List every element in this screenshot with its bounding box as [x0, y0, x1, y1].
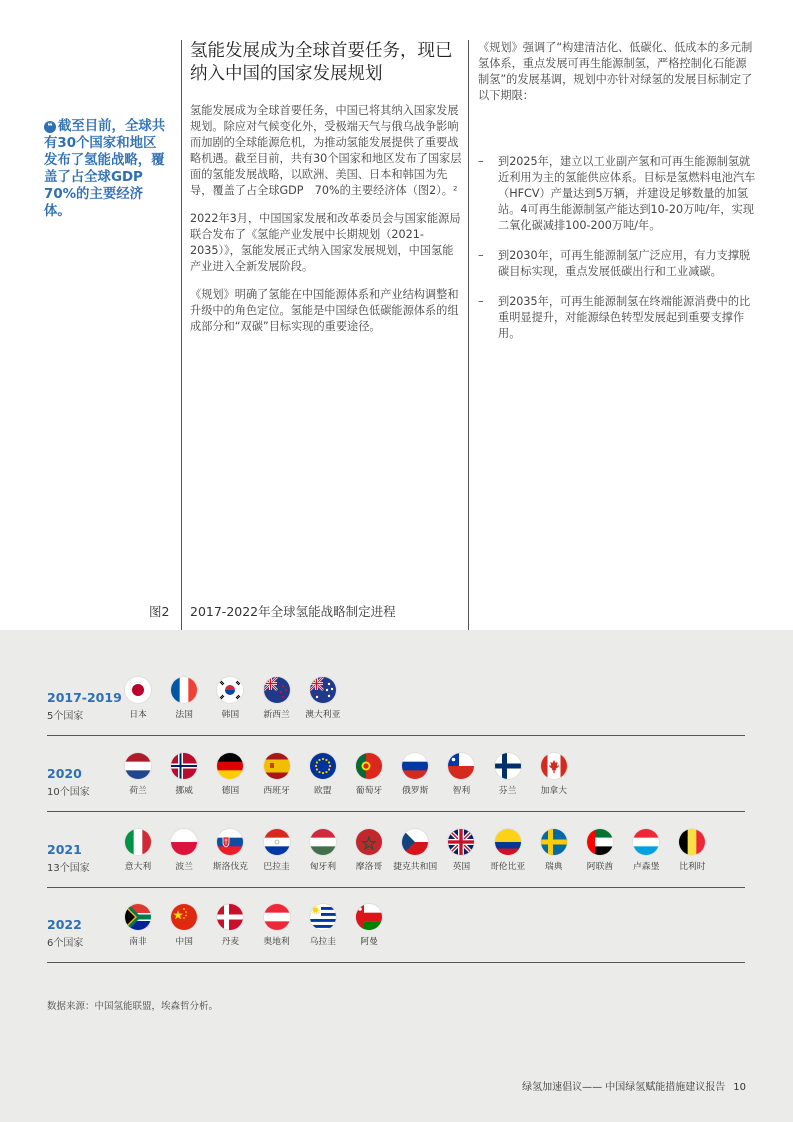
row-period: 2017-2019 [47, 690, 122, 705]
country-flag [114, 829, 162, 872]
data-source: 数据来源：中国氢能联盟，埃森哲分析。 [47, 1001, 219, 1012]
country-flag [253, 829, 301, 872]
flag-icon [495, 829, 521, 855]
country-flag [345, 904, 393, 947]
page-headline: 氢能发展成为全球首要任务，现已纳入中国的国家发展规划 [190, 41, 453, 84]
target-item [478, 248, 756, 280]
right-body-column [478, 40, 756, 356]
country-name: 波兰 [175, 862, 193, 872]
row-separator [47, 811, 745, 812]
body-paragraph: 《规划》明确了氢能在中国能源体系和产业结构调整和升级中的角色定位。氢能是中国绿色低碳能源体系的组成部分和“双碳”目标实现的重要途径。 [190, 288, 459, 333]
country-name: 荷兰 [129, 786, 147, 796]
country-name: 南非 [129, 937, 147, 947]
body-paragraph: 氢能发展成为全球首要任务，中国已将其纳入国家发展规划。除应对气候变化外，受极端天气与俄乌战争影响而加剧的全球能源危机，为推动氢能发展提供了重要战略机遇。截至目前，共有30个国家和地区发布了国家层面的氢能发展战略，以欧洲、美国、日本和韩国为先导，覆盖了占全球GDP 70%的主要经济体（图2）。² [190, 104, 462, 197]
quote-icon: ❝ [44, 121, 56, 133]
flag-icon [448, 753, 474, 779]
row-period: 2020 [47, 766, 82, 781]
flag-icon [356, 904, 382, 930]
timeline-row [47, 915, 745, 975]
flag-icon [310, 677, 336, 703]
country-flag [576, 829, 624, 872]
flag-icon [171, 829, 197, 855]
country-flag [345, 829, 393, 872]
country-name: 比利时 [679, 862, 706, 872]
body-paragraph: 2022年3月，中国国家发展和改革委员会与国家能源局联合发布了《氢能产业发展中长期规划（2021-2035）》，氢能发展正式纳入国家发展规划，中国氢能产业进入全新发展阶段。 [190, 212, 461, 273]
country-flag [391, 753, 439, 796]
row-period: 2021 [47, 842, 82, 857]
country-name: 丹麦 [221, 937, 240, 947]
country-flag [345, 753, 393, 796]
flag-icon [171, 677, 197, 703]
country-name: 阿联酋 [586, 862, 614, 872]
country-flag [484, 753, 532, 796]
country-flag [530, 829, 578, 872]
footer-title: 绿氢加速倡议—— 中国绿氢赋能措施建议报告 [522, 1082, 726, 1093]
country-name: 卢森堡 [632, 862, 660, 872]
country-flag [206, 677, 254, 720]
country-flag [114, 677, 162, 720]
flag-icon [310, 829, 336, 855]
pull-quote-text: 截至目前，全球共有30个国家和地区发布了氢能战略，覆盖了占全球GDP 70%的主要经济体。 [44, 119, 166, 219]
country-flag [299, 753, 347, 796]
country-name: 西班牙 [263, 786, 290, 796]
figure-title: 2017-2022年全球氢能战略制定进程 [190, 604, 396, 619]
country-name: 瑞典 [544, 862, 563, 872]
country-flag [114, 904, 162, 947]
country-name: 日本 [129, 710, 147, 720]
country-flag [622, 829, 670, 872]
flag-icon [541, 829, 567, 855]
row-country-count: 5个国家 [47, 711, 84, 722]
country-name: 意大利 [124, 862, 152, 872]
country-flag [206, 753, 254, 796]
country-name: 欧盟 [313, 786, 332, 796]
country-name: 澳大利亚 [305, 710, 341, 720]
timeline-row [47, 840, 745, 900]
country-name: 韩国 [221, 710, 240, 720]
flag-icon [402, 829, 428, 855]
flag-icon [633, 829, 659, 855]
flag-icon [310, 753, 336, 779]
target-item [478, 154, 756, 234]
country-flag [253, 753, 301, 796]
country-flag [253, 904, 301, 947]
country-flag [437, 829, 485, 872]
country-name: 中国 [175, 937, 193, 947]
flag-icon [495, 753, 521, 779]
country-flag [437, 753, 485, 796]
flag-icon [264, 829, 290, 855]
flag-icon [217, 677, 243, 703]
country-name: 挪威 [175, 786, 193, 796]
column-divider-right [468, 40, 469, 630]
country-flag [391, 829, 439, 872]
flag-icon [402, 753, 428, 779]
country-name: 哥伦比亚 [489, 862, 526, 872]
country-name: 英国 [452, 862, 471, 872]
row-period: 2022 [47, 917, 82, 932]
flag-icon [264, 753, 290, 779]
country-name: 捷克共和国 [393, 862, 438, 872]
flag-icon [541, 753, 567, 779]
row-country-count: 6个国家 [47, 938, 84, 949]
flag-icon [356, 829, 382, 855]
country-flag [206, 829, 254, 872]
country-flag [299, 829, 347, 872]
target-text: 到2035年，可再生能源制氢在终端能源消费中的比重明显提升，对能源绿色转型发展起到重要支撑作用。 [498, 295, 751, 340]
flag-icon [217, 829, 243, 855]
country-flag [299, 904, 347, 947]
country-name: 阿曼 [360, 937, 378, 947]
country-flag [114, 753, 162, 796]
country-flag [530, 753, 578, 796]
country-name: 俄罗斯 [401, 786, 429, 796]
country-flag [484, 829, 532, 872]
left-body-column [190, 103, 462, 347]
flag-icon [217, 904, 243, 930]
flag-icon [448, 829, 474, 855]
pull-quote [44, 118, 169, 220]
country-name: 匈牙利 [309, 862, 336, 872]
flag-icon [264, 904, 290, 930]
country-name: 新西兰 [263, 710, 290, 720]
flag-icon [171, 904, 197, 930]
target-text: 到2025年，建立以工业副产氢和可再生能源制氢就近利用为主的氢能供应体系。目标是氢燃料电池汽车（HFCV）产量达到5万辆，并建设足够数量的加氢站。4可再生能源制氢产能达到10-20万吨/年，实现二氧化碳减排100-200万吨/年。 [498, 155, 756, 232]
page-footer [522, 1078, 746, 1093]
country-flag [160, 829, 208, 872]
flag-icon [310, 904, 336, 930]
flag-icon [125, 829, 151, 855]
country-flag [206, 904, 254, 947]
flag-icon [679, 829, 705, 855]
page-number: 10 [733, 1082, 746, 1093]
country-name: 芬兰 [498, 786, 517, 796]
flag-icon [125, 753, 151, 779]
country-name: 加拿大 [540, 786, 567, 796]
country-name: 德国 [221, 786, 240, 796]
country-flag [160, 753, 208, 796]
country-name: 乌拉圭 [309, 937, 336, 947]
country-name: 智利 [452, 786, 471, 796]
timeline-row [47, 688, 745, 748]
country-flag [299, 677, 347, 720]
country-name: 斯洛伐克 [212, 862, 248, 872]
flag-icon [356, 753, 382, 779]
column-divider-left [181, 40, 182, 630]
right-intro-paragraph: 《规划》强调了“构建清洁化、低碳化、低成本的多元制氢体系，重点发展可再生能源制氢，严格控制化石能源制氢”的发展基调，规划中亦针对绿氢的发展目标制定了以下期限： [478, 41, 753, 102]
bullet-marker: – [478, 155, 484, 168]
country-name: 奥地利 [263, 937, 290, 947]
figure-number: 图2 [149, 604, 170, 619]
row-country-count: 10个国家 [47, 787, 90, 798]
country-flag [253, 677, 301, 720]
row-separator [47, 962, 745, 963]
target-list [478, 154, 756, 342]
country-name: 法国 [175, 710, 193, 720]
country-flag [668, 829, 716, 872]
row-separator [47, 887, 745, 888]
flag-icon [125, 677, 151, 703]
bullet-marker: – [478, 249, 484, 262]
flag-icon [587, 829, 613, 855]
flag-icon [217, 753, 243, 779]
country-name: 葡萄牙 [355, 786, 383, 796]
country-name: 摩洛哥 [355, 862, 383, 872]
country-name: 巴拉圭 [263, 862, 290, 872]
flag-icon [125, 904, 151, 930]
flag-icon [264, 677, 290, 703]
country-flag [160, 677, 208, 720]
target-text: 到2030年，可再生能源制氢广泛应用，有力支撑脱碳目标实现，重点发展低碳出行和工业减碳。 [498, 249, 751, 278]
timeline-row [47, 764, 745, 824]
bullet-marker: – [478, 295, 484, 308]
row-separator [47, 735, 745, 736]
row-country-count: 13个国家 [47, 863, 90, 874]
target-item [478, 294, 756, 342]
flag-icon [171, 753, 197, 779]
country-flag [160, 904, 208, 947]
